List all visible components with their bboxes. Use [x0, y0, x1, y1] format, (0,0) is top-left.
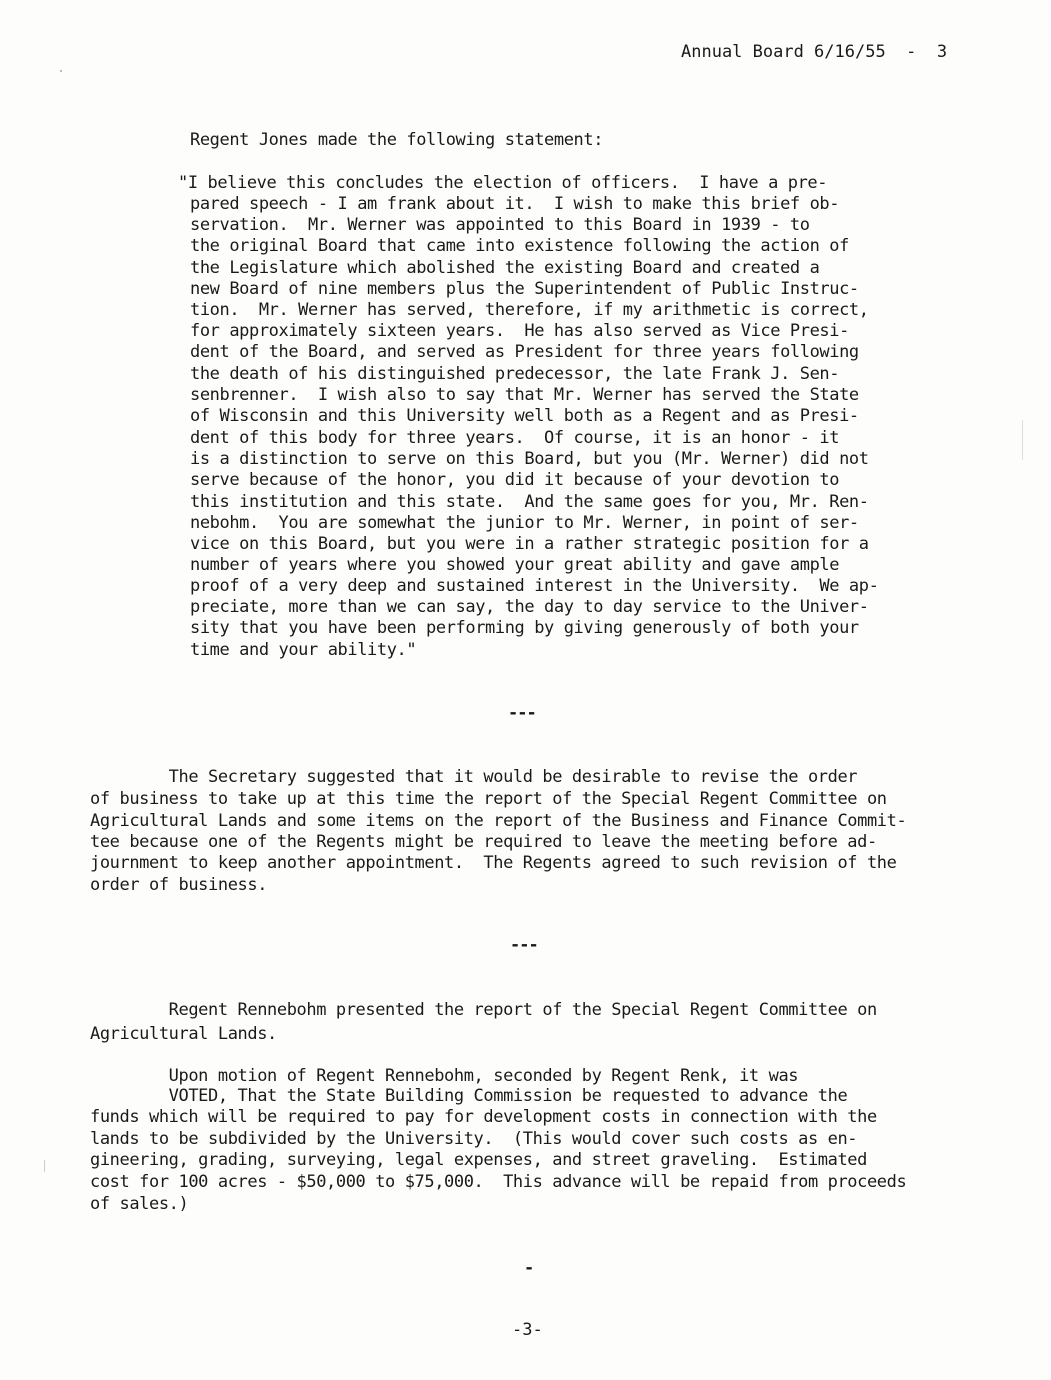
paragraph-line: Agricultural Lands.	[90, 1024, 277, 1044]
section-separator: ---	[510, 935, 538, 955]
quote-line: sity that you have been performing by giving generously of both your	[190, 618, 859, 638]
scan-speck	[1022, 420, 1023, 460]
quote-line: tion. Mr. Werner has served, therefore, if my arithmetic is correct,	[190, 300, 869, 320]
quote-line: vice on this Board, but you were in a rather strategic position for a	[190, 534, 869, 554]
paragraph-line: Agricultural Lands and some items on the report of the Business and Finance Commit-	[90, 811, 907, 831]
quote-line: senbrenner. I wish also to say that Mr. Werner has served the State	[190, 385, 859, 405]
paragraph-line: funds which will be required to pay for development costs in connection with the	[90, 1107, 877, 1127]
section-separator: ---	[508, 703, 536, 723]
quote-line: the Legislature which abolished the existing Board and created a	[190, 258, 820, 278]
quote-line: preciate, more than we can say, the day to day service to the Univer-	[190, 597, 869, 617]
statement-intro: Regent Jones made the following statement:	[190, 130, 604, 150]
paragraph-line: Regent Rennebohm presented the report of the Special Regent Committee on	[90, 1000, 877, 1020]
quote-line: the death of his distinguished predecessor, the late Frank J. Sen-	[190, 364, 840, 384]
paragraph-line: lands to be subdivided by the University. (This would cover such costs as en-	[90, 1129, 858, 1149]
paragraph-line: order of business.	[90, 875, 268, 895]
paragraph-line: cost for 100 acres - $50,000 to $75,000. This advance will be repaid from proceeds	[90, 1172, 907, 1192]
paragraph-line: gineering, grading, surveying, legal expenses, and street graveling. Estimated	[90, 1150, 867, 1170]
paragraph-line: VOTED, That the State Building Commission be requested to advance the	[90, 1086, 848, 1106]
paragraph-line: of sales.)	[90, 1194, 189, 1214]
quote-line: new Board of nine members plus the Superintendent of Public Instruc-	[190, 279, 859, 299]
paragraph-line: of business to take up at this time the report of the Special Regent Committee on	[90, 789, 887, 809]
paragraph-line: tee because one of the Regents might be required to leave the meeting before ad-	[90, 832, 877, 852]
quote-line: nebohm. You are somewhat the junior to Mr. Werner, in point of ser-	[190, 513, 859, 533]
quote-line: serve because of the honor, you did it because of your devotion to	[190, 470, 840, 490]
scan-speck	[44, 1160, 45, 1172]
quote-line: servation. Mr. Werner was appointed to this Board in 1939 - to	[190, 215, 810, 235]
scan-speck	[60, 70, 62, 72]
section-separator: -	[524, 1258, 534, 1278]
paragraph-line: The Secretary suggested that it would be desirable to revise the order	[90, 767, 858, 787]
quote-line: "I believe this concludes the election of officers. I have a pre-	[178, 173, 828, 193]
quote-line: pared speech - I am frank about it. I wish to make this brief ob-	[190, 194, 840, 214]
paragraph-line: Upon motion of Regent Rennebohm, seconded by Regent Renk, it was	[90, 1066, 799, 1086]
page-number: -3-	[512, 1320, 543, 1340]
quote-line: this institution and this state. And the same goes for you, Mr. Ren-	[190, 492, 869, 512]
paragraph-line: journment to keep another appointment. The Regents agreed to such revision of the	[90, 853, 897, 873]
quote-line: of Wisconsin and this University well both as a Regent and as Presi-	[190, 406, 859, 426]
quote-line: for approximately sixteen years. He has also served as Vice Presi-	[190, 321, 849, 341]
quote-line: dent of the Board, and served as President for three years following	[190, 342, 859, 362]
quote-line: proof of a very deep and sustained interest in the University. We ap-	[190, 576, 879, 596]
quote-line: dent of this body for three years. Of course, it is an honor - it	[190, 428, 840, 448]
running-head: Annual Board 6/16/55 - 3	[681, 42, 948, 62]
quote-line: is a distinction to serve on this Board, but you (Mr. Werner) did not	[190, 449, 869, 469]
quote-line: the original Board that came into existence following the action of	[190, 236, 849, 256]
quote-line: number of years where you showed your great ability and gave ample	[190, 555, 840, 575]
quote-line: time and your ability."	[190, 640, 417, 660]
